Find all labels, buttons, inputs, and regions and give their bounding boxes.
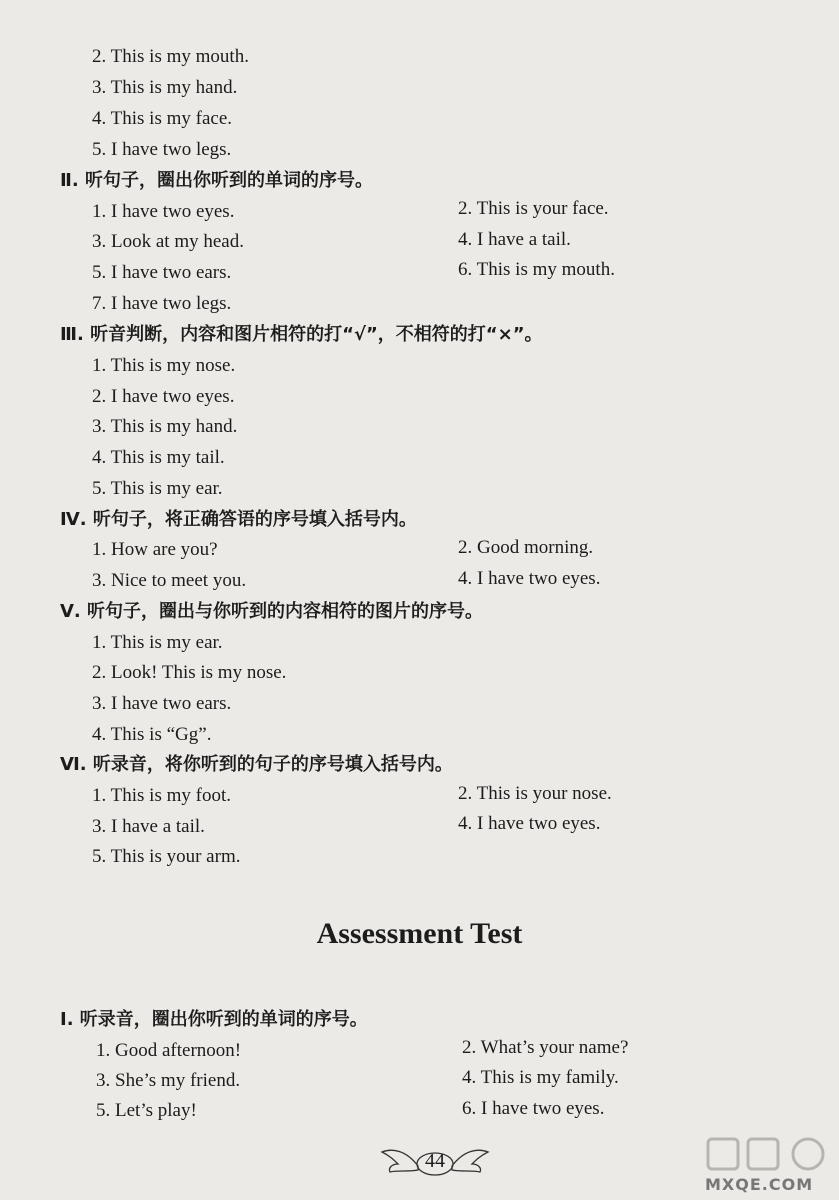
list-item: 3. I have a tail. xyxy=(92,816,205,837)
section-heading: Ⅰ. 听录音，圈出你听到的单词的序号。 xyxy=(60,1009,368,1030)
page-number-badge xyxy=(380,1140,490,1184)
list-item: 2. What’s your name? xyxy=(462,1037,629,1058)
page-number: 44 xyxy=(425,1150,445,1172)
watermark-text: MXQE.COM xyxy=(705,1175,814,1194)
list-item: 1. I have two eyes. xyxy=(92,201,235,222)
list-item: 4. This is my family. xyxy=(462,1067,619,1088)
list-item: 5. I have two ears. xyxy=(92,262,232,283)
section-heading: Ⅴ. 听句子，圈出与你听到的内容相符的图片的序号。 xyxy=(60,601,484,622)
page-title: Assessment Test xyxy=(316,917,523,950)
section-heading: Ⅲ. 听音判断，内容和图片相符的打“√”，不相符的打“×”。 xyxy=(60,324,543,345)
list-item: 1. This is my nose. xyxy=(92,355,236,376)
list-item: 3. This is my hand. xyxy=(92,416,238,437)
list-item: 3. Nice to meet you. xyxy=(92,570,247,591)
list-item: 5. I have two legs. xyxy=(92,139,232,160)
list-item: 3. I have two ears. xyxy=(92,693,232,714)
section-heading: Ⅳ. 听句子，将正确答语的序号填入括号内。 xyxy=(60,509,417,530)
list-item: 4. I have a tail. xyxy=(458,229,571,250)
list-item: 1. How are you? xyxy=(92,539,218,560)
list-item: 4. I have two eyes. xyxy=(458,813,601,834)
list-item: 2. This is your face. xyxy=(458,198,609,219)
list-item: 2. Look! This is my nose. xyxy=(92,662,287,683)
list-item: 4. This is my tail. xyxy=(92,447,225,468)
list-item: 4. I have two eyes. xyxy=(458,568,601,589)
list-item: 1. This is my ear. xyxy=(92,632,223,653)
list-item: 2. This is your nose. xyxy=(458,783,612,804)
list-item: 4. This is my face. xyxy=(92,108,233,129)
section-heading: Ⅵ. 听录音，将你听到的句子的序号填入括号内。 xyxy=(60,754,453,775)
list-item: 5. Let’s play! xyxy=(96,1100,197,1121)
list-item: 6. I have two eyes. xyxy=(462,1098,605,1119)
list-item: 2. Good morning. xyxy=(458,537,594,558)
list-item: 2. This is my mouth. xyxy=(92,46,249,67)
section-heading: Ⅱ. 听句子，圈出你听到的单词的序号。 xyxy=(60,170,373,191)
list-item: 3. This is my hand. xyxy=(92,77,238,98)
list-item: 1. This is my foot. xyxy=(92,785,231,806)
list-item: 5. This is my ear. xyxy=(92,478,223,499)
list-item: 3. Look at my head. xyxy=(92,231,244,252)
list-item: 2. I have two eyes. xyxy=(92,386,235,407)
list-item: 6. This is my mouth. xyxy=(458,259,615,280)
list-item: 4. This is “Gg”. xyxy=(92,724,212,745)
list-item: 1. Good afternoon! xyxy=(96,1040,242,1061)
list-item: 5. This is your arm. xyxy=(92,846,241,867)
list-item: 7. I have two legs. xyxy=(92,293,232,314)
list-item: 3. She’s my friend. xyxy=(96,1070,241,1091)
